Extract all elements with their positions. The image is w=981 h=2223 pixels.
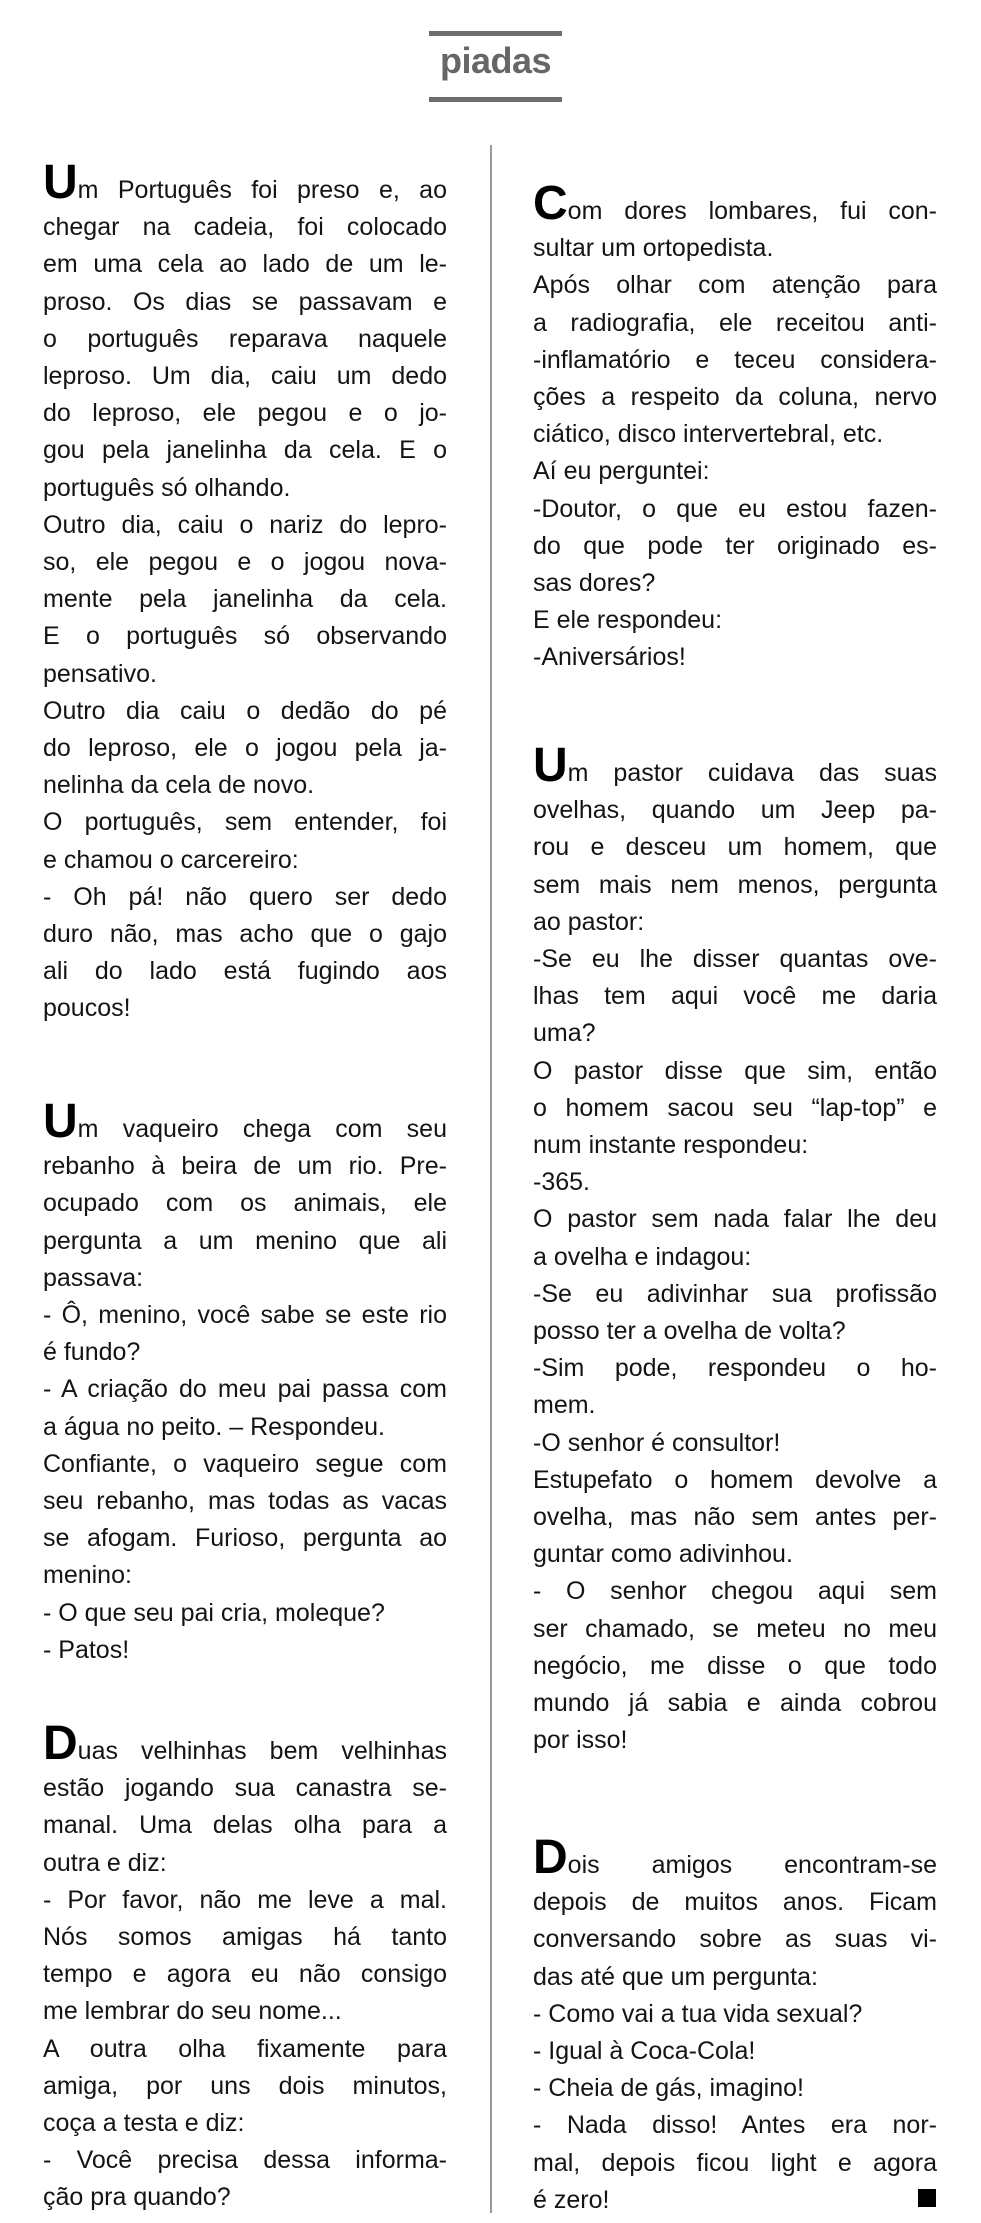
line-text: ocupado com os animais, ele <box>43 1189 447 1218</box>
header-rule-top <box>429 31 562 36</box>
line-text: amiga, por uns dois minutos, <box>43 2071 447 2100</box>
line-text: rebanho à beira de um rio. Pre- <box>43 1152 447 1181</box>
line-text: das até que um pergunta: <box>533 1962 818 1991</box>
line-text: ção pra quando? <box>43 2183 231 2212</box>
line-text: m Português foi preso e, ao <box>77 176 447 204</box>
joke-paragraph <box>43 693 447 805</box>
joke-paragraph <box>533 267 937 453</box>
text-line <box>43 1632 447 1669</box>
line-text: - Igual à Coca-Cola! <box>533 2037 756 2066</box>
line-text: om dores lombares, fui con- <box>567 197 937 225</box>
line-text: nelinha da cela de novo. <box>43 771 315 800</box>
joke-paragraph <box>533 2107 937 2219</box>
text-line <box>43 804 447 841</box>
joke-paragraph <box>533 1425 937 1462</box>
line-text: mal, depois ficou light e agora <box>533 2148 937 2177</box>
line-text: - Ô, menino, você sabe se este rio <box>43 1301 447 1330</box>
text-line <box>533 1015 937 1052</box>
line-text: sem mais nem menos, pergunta <box>533 870 937 899</box>
drop-cap: U <box>43 156 78 209</box>
line-text: leproso. Um dia, caiu um dedo <box>43 362 447 391</box>
joke-paragraph <box>533 1201 937 1275</box>
line-text: do que pode ter originado es- <box>533 531 937 560</box>
text-line <box>43 156 447 209</box>
line-text: m pastor cuidava das suas <box>567 759 937 787</box>
text-line <box>533 2107 937 2144</box>
text-line <box>43 2179 447 2216</box>
joke-paragraph <box>43 1595 447 1632</box>
text-line <box>43 842 447 879</box>
line-text: - Você precisa dessa informa- <box>43 2146 447 2175</box>
joke-paragraph <box>43 1446 447 1595</box>
line-text: ois amigos encontram-se <box>567 1851 937 1879</box>
line-text: e chamou o carcereiro: <box>43 845 299 874</box>
text-line <box>43 656 447 693</box>
line-text: Após olhar com atenção para <box>533 271 937 300</box>
line-text: -inflamatório e teceu considera- <box>533 345 937 374</box>
line-text: pensativo. <box>43 659 157 688</box>
text-line <box>43 395 447 432</box>
line-text: O português, sem entender, foi <box>43 808 447 837</box>
line-text: mente pela janelinha da cela. <box>43 585 447 614</box>
line-text: - Como vai a tua vida sexual? <box>533 1999 863 2028</box>
text-line <box>533 1831 937 1884</box>
line-text: Estupefato o homem devolve a <box>533 1465 937 1494</box>
line-text: seu rebanho, mas todas as vacas <box>43 1487 447 1516</box>
joke-paragraph <box>43 804 447 878</box>
text-line <box>533 867 937 904</box>
joke-portugues <box>43 156 447 1028</box>
joke-pastor <box>533 739 937 1759</box>
line-text: chegar na cadeia, foi colocado <box>43 213 447 242</box>
text-line <box>533 739 937 792</box>
text-line <box>533 904 937 941</box>
text-line <box>43 1371 447 1408</box>
line-text: o português reparava naquele <box>43 324 447 353</box>
header-rule-bottom <box>429 97 562 102</box>
text-line <box>43 1956 447 1993</box>
joke-paragraph <box>533 602 937 639</box>
line-text: pergunta a um menino que ali <box>43 1226 447 1255</box>
text-line <box>43 618 447 655</box>
text-line <box>533 267 937 304</box>
text-line <box>533 639 937 676</box>
text-line <box>533 2182 937 2219</box>
joke-paragraph <box>43 1717 447 1882</box>
line-text: do leproso, ele o jogou pela ja- <box>43 734 447 763</box>
text-line <box>533 1313 937 1350</box>
joke-paragraph <box>533 639 937 676</box>
joke-paragraph <box>533 1831 937 1996</box>
line-text: Outro dia caiu o dedão do pé <box>43 696 447 725</box>
text-line <box>533 416 937 453</box>
drop-cap: U <box>43 1095 78 1148</box>
line-text: em uma cela ao lado de um le- <box>43 250 447 279</box>
line-text: lhas tem aqui você me daria <box>533 982 937 1011</box>
text-line <box>43 767 447 804</box>
text-line <box>43 730 447 767</box>
line-text: coça a testa e diz: <box>43 2109 245 2138</box>
text-line <box>533 565 937 602</box>
text-line <box>533 1921 937 1958</box>
joke-paragraph <box>533 1350 937 1424</box>
line-text: se afogam. Furioso, pergunta ao <box>43 1524 447 1553</box>
line-text: -O senhor é consultor! <box>533 1428 781 1457</box>
text-line <box>43 2031 447 2068</box>
line-text: é zero! <box>533 2185 610 2214</box>
line-text: ser chamado, se meteu no meu <box>533 1614 937 1643</box>
text-line <box>533 2145 937 2182</box>
text-line <box>43 1446 447 1483</box>
line-text: sas dores? <box>533 569 656 598</box>
text-line <box>533 1127 937 1164</box>
text-line <box>43 1595 447 1632</box>
text-line <box>43 1148 447 1185</box>
text-line <box>43 1223 447 1260</box>
line-text: mundo já sabia e ainda cobrou <box>533 1689 937 1718</box>
text-line <box>533 1425 937 1462</box>
line-text: por isso! <box>533 1726 628 1755</box>
line-text: - Oh pá! não quero ser dedo <box>43 882 447 911</box>
joke-paragraph <box>43 879 447 1028</box>
text-line <box>43 1297 447 1334</box>
line-text: português só olhando. <box>43 473 291 502</box>
line-text: o homem sacou seu “lap-top” e <box>533 1093 937 1122</box>
line-text: do leproso, ele pegou e o jo- <box>43 399 447 428</box>
text-line <box>533 829 937 866</box>
line-text: -Aniversários! <box>533 643 686 672</box>
text-line <box>533 1164 937 1201</box>
line-text: ao pastor: <box>533 907 645 936</box>
text-line <box>43 1993 447 2030</box>
line-text: é fundo? <box>43 1338 141 1367</box>
text-line <box>43 1095 447 1148</box>
section-title: piadas <box>439 40 552 81</box>
line-text: manal. Uma delas olha para a <box>43 1811 447 1840</box>
line-text: ali do lado está fugindo aos <box>43 957 447 986</box>
text-line <box>533 1884 937 1921</box>
line-text: estão jogando sua canastra se- <box>43 1774 447 1803</box>
line-text: proso. Os dias se passavam e <box>43 287 447 316</box>
joke-paragraph <box>43 2031 447 2143</box>
text-line <box>43 358 447 395</box>
line-text: passava: <box>43 1263 144 1292</box>
text-line <box>533 1350 937 1387</box>
joke-paragraph <box>533 1573 937 1759</box>
text-line <box>533 1685 937 1722</box>
joke-paragraph <box>43 156 447 507</box>
joke-paragraph <box>43 1882 447 2031</box>
text-line <box>43 1334 447 1371</box>
text-line <box>43 581 447 618</box>
line-text: - Cheia de gás, imagino! <box>533 2074 804 2103</box>
text-line <box>43 544 447 581</box>
line-text: - O senhor chegou aqui sem <box>533 1577 937 1606</box>
text-line <box>533 1387 937 1424</box>
joke-paragraph <box>533 1996 937 2033</box>
column-divider <box>490 145 492 2213</box>
joke-paragraph <box>533 739 937 941</box>
line-text: a radiografia, ele receitou anti- <box>533 308 937 337</box>
text-line <box>533 305 937 342</box>
line-text: conversando sobre as suas vi- <box>533 1925 937 1954</box>
text-line <box>43 470 447 507</box>
text-line <box>43 1185 447 1222</box>
text-line <box>43 432 447 469</box>
joke-paragraph <box>533 2070 937 2107</box>
line-text: ções a respeito da coluna, nervo <box>533 383 937 412</box>
line-text: E o português só observando <box>43 622 447 651</box>
text-line <box>533 1090 937 1127</box>
joke-paragraph <box>533 1276 937 1350</box>
line-text: num instante respondeu: <box>533 1131 809 1160</box>
joke-ortopedista <box>533 177 937 677</box>
drop-cap: U <box>533 739 568 792</box>
line-text: -Se eu adivinhar sua profissão <box>533 1279 937 1308</box>
text-line <box>43 2068 447 2105</box>
joke-paragraph <box>43 1095 447 1297</box>
line-text: so, ele pegou e o jogou nova- <box>43 548 447 577</box>
text-line <box>43 990 447 1027</box>
text-line <box>533 453 937 490</box>
text-line <box>533 1722 937 1759</box>
joke-paragraph <box>533 177 937 267</box>
text-line <box>43 507 447 544</box>
drop-cap: D <box>43 1717 78 1770</box>
text-line <box>43 1807 447 1844</box>
line-text: - Patos! <box>43 1635 130 1664</box>
text-line <box>533 978 937 1015</box>
line-text: uas velhinhas bem velhinhas <box>77 1737 447 1765</box>
line-text: O pastor sem nada falar lhe deu <box>533 1205 937 1234</box>
text-line <box>533 528 937 565</box>
line-text: negócio, me disse o que todo <box>533 1651 937 1680</box>
line-text: - Nada disso! Antes era nor- <box>533 2111 937 2140</box>
text-line <box>533 2033 937 2070</box>
joke-paragraph <box>533 1053 937 1165</box>
end-mark-square <box>918 2189 936 2207</box>
line-text: outra e diz: <box>43 1848 167 1877</box>
joke-paragraph <box>533 491 937 603</box>
line-text: me lembrar do seu nome... <box>43 1997 342 2026</box>
line-text: a ovelha e indagou: <box>533 1242 752 1271</box>
text-line <box>533 491 937 528</box>
joke-vaqueiro <box>43 1095 447 1669</box>
drop-cap: C <box>533 177 568 230</box>
text-line <box>533 2070 937 2107</box>
joke-paragraph <box>43 1632 447 1669</box>
text-line <box>533 1573 937 1610</box>
text-line <box>533 230 937 267</box>
text-line <box>43 1557 447 1594</box>
line-text: guntar como adivinhou. <box>533 1540 793 1569</box>
line-text: - O que seu pai cria, moleque? <box>43 1598 385 1627</box>
line-text: sultar um ortopedista. <box>533 234 774 263</box>
line-text: ovelha, mas não sem antes per- <box>533 1503 937 1532</box>
joke-paragraph <box>533 453 937 490</box>
line-text: Outro dia, caiu o nariz do lepro- <box>43 510 447 539</box>
line-text: -365. <box>533 1168 590 1197</box>
line-text: depois de muitos anos. Ficam <box>533 1888 937 1917</box>
text-line <box>43 1770 447 1807</box>
line-text: E ele respondeu: <box>533 606 723 635</box>
drop-cap: D <box>533 1831 568 1884</box>
joke-paragraph <box>533 2033 937 2070</box>
text-line <box>43 1919 447 1956</box>
text-line <box>533 1462 937 1499</box>
text-line <box>43 1845 447 1882</box>
line-text: m vaqueiro chega com seu <box>77 1115 447 1143</box>
line-text: - A criação do meu pai passa com <box>43 1375 447 1404</box>
line-text: a água no peito. – Respondeu. <box>43 1412 385 1441</box>
line-text: Confiante, o vaqueiro segue com <box>43 1449 447 1478</box>
text-line <box>533 1959 937 1996</box>
text-line <box>43 916 447 953</box>
line-text: - Por favor, não me leve a mal. <box>43 1885 447 1914</box>
text-line <box>43 879 447 916</box>
line-text: posso ter a ovelha de volta? <box>533 1317 846 1346</box>
line-text: menino: <box>43 1561 132 1590</box>
joke-paragraph <box>533 1462 937 1574</box>
line-text: poucos! <box>43 994 131 1023</box>
text-line <box>43 284 447 321</box>
text-line <box>43 1260 447 1297</box>
line-text: O pastor disse que sim, então <box>533 1056 937 1085</box>
text-line <box>533 941 937 978</box>
line-text: ovelhas, quando um Jeep pa- <box>533 796 937 825</box>
text-line <box>43 321 447 358</box>
line-text: tempo e agora eu não consigo <box>43 1960 447 1989</box>
text-line <box>43 693 447 730</box>
text-line <box>533 1996 937 2033</box>
joke-paragraph <box>533 1164 937 1201</box>
line-text: -Sim pode, respondeu o ho- <box>533 1354 937 1383</box>
text-line <box>533 379 937 416</box>
joke-paragraph <box>43 2142 447 2216</box>
line-text: -Se eu lhe disser quantas ove- <box>533 945 937 974</box>
text-line <box>533 177 937 230</box>
text-line <box>43 1520 447 1557</box>
text-line <box>533 342 937 379</box>
text-line <box>43 209 447 246</box>
joke-paragraph <box>43 1371 447 1445</box>
text-line <box>533 1053 937 1090</box>
joke-paragraph <box>533 941 937 1053</box>
text-line <box>533 1201 937 1238</box>
line-text: duro não, mas acho que o gajo <box>43 920 447 949</box>
text-line <box>43 1717 447 1770</box>
text-line <box>43 2105 447 2142</box>
line-text: ciático, disco intervertebral, etc. <box>533 420 884 449</box>
text-line <box>533 792 937 829</box>
joke-paragraph <box>43 507 447 693</box>
text-line <box>533 1536 937 1573</box>
joke-velhinhas <box>43 1717 447 2217</box>
text-line <box>43 2142 447 2179</box>
text-line <box>43 953 447 990</box>
text-line <box>533 1611 937 1648</box>
line-text: mem. <box>533 1391 596 1420</box>
text-line <box>43 1882 447 1919</box>
line-text: gou pela janelinha da cela. E o <box>43 436 447 465</box>
text-line <box>43 1483 447 1520</box>
text-line <box>533 602 937 639</box>
text-line <box>533 1648 937 1685</box>
text-line <box>533 1499 937 1536</box>
joke-amigos <box>533 1831 937 2219</box>
line-text: Nós somos amigas há tanto <box>43 1923 447 1952</box>
line-text: uma? <box>533 1019 596 1048</box>
line-text: rou e desceu um homem, que <box>533 833 937 862</box>
line-text: Aí eu perguntei: <box>533 457 710 486</box>
text-line <box>43 246 447 283</box>
line-text: A outra olha fixamente para <box>43 2034 447 2063</box>
joke-paragraph <box>43 1297 447 1371</box>
text-line <box>43 1409 447 1446</box>
text-line <box>533 1239 937 1276</box>
text-line <box>533 1276 937 1313</box>
line-text: -Doutor, o que eu estou fazen- <box>533 494 937 523</box>
